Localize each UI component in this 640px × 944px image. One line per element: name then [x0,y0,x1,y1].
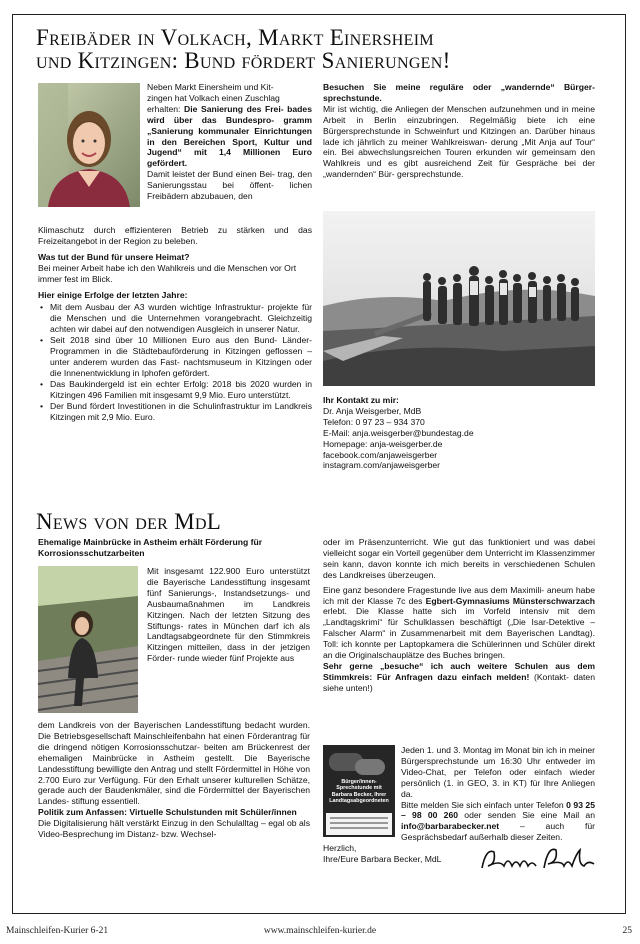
question-heading: Was tut der Bund für unsere Heimat? [38,251,190,262]
visit-heading: Besuchen Sie meine reguläre oder „wandernde“ Bürger- sprechstunde. [323,82,595,103]
portrait-photo [38,83,140,207]
speech-bubble-icon [355,759,385,775]
news-heading: News von der MdL [36,509,222,534]
article1-body [38,225,312,422]
contact-line: E-Mail: anja.weisgerber@bundestag.de [323,427,474,438]
politik-heading: Politik zum Anfassen: Virtuelle Schulstunden mit Schüler/innen [38,807,297,818]
news-left-body [38,720,310,840]
school-name: Egbert-Gymnasiums Münsterschwarzach [425,595,595,606]
col2-p2-pre: Eine ganz besondere Fragestunde live aus dem Maximili- aneum habe ich mit der Klasse 7c des [323,584,595,606]
intro-bold-pre: erhalten: [147,103,185,114]
article1-para2-wrap: Damit leistet der Bund einen Bei- trag, den Sanierungsstau bei öffent- lichen Freibädern abzubauen, den [147,169,312,202]
box-fineprint [326,813,392,835]
email-link[interactable]: info@barbarabecker.net [401,821,500,832]
col2-paragraph-4a: Jeden 1. und 3. Montag im Monat bin ich in meiner Bürgersprechstunde um 16:30 Uhr entweder im Video-Chat, per Telefon oder einfach wieder persönlich (1. in GEO, 3. in KT) für Ihre Anliegen da. [401,745,595,799]
list-heading: Hier einige Erfolge der letzten Jahre: [38,289,188,300]
footer-left: Mainschleifen-Kurier 6-21 [6,926,109,936]
list-item: • Seit 2018 sind über 10 Millionen Euro aus den Bund- Länder-Programmen in die Städtebauförderung in Kitzingen geflossen – unter anderem wurden das Fast- nachtsmuseum in Kitzingen oder die Innenentwicklung in Iphofen gefördert. [50,335,312,379]
news-sub-heading: Ehemalige Mainbrücke in Astheim erhält Förderung für Korrosionsschutzarbeiten [38,537,263,558]
closing-name: Ihre/Eure Barbara Becker, MdL [323,853,442,864]
sprechstunde-box-title: Bürger/innen- Sprechstunde mit Barbara Becker, Ihrer Landtagsabgeordneten [329,779,389,805]
intro-line: Neben Markt Einersheim und Kit- [147,82,274,92]
col2-p3-post: (Kontakt- daten siehe unten!) [323,671,595,693]
intro-bold: Die Sanierung des Frei- bades wird über das Bundespro- gramm „Sanierung kommunaler Einrichtungen in den Bereichen Sport, Kultur und Jugend“ mit 1,4 Millionen Euro gefördert. [147,103,312,169]
col2-paragraph-1: oder im Präsenzunterricht. Wie gut das funktioniert und was dabei vielleicht sogar ein Vorteil gegenüber dem Unterricht im Klassenzimmer sein kann, davon konnte ich mich bereits in verschiedenen Schulen des Landkreises überzeugen. [323,537,595,580]
headline-line-1: Freibäder in Volkach, Markt Einersheim [36,25,434,50]
article1-right [323,82,595,180]
news-right-body [323,537,595,694]
news-para1-full: dem Landkreis von der Bayerischen Landesstiftung bedacht wurden. Die Betriebsgesellschaft Mainschleifenbahn hat einen Förderantrag für die dringend nötigen Korrosionsschutzar- beiten am Brückenrest der ehemaligen Mainbrücke in Astheim gestellt. Die Bayerische Landesstiftung bewilligte den Antrag und stellt Fördermittel in Höhe von 2.700 Euro zur Verfügung. Für den Erhalt unserer kulturellen Schätze, gerade auch der Baudenkmäler, sind die Fördermittel der Bayerischen Landes- stiftung essentiell. [38,720,310,807]
list-item: • Mit dem Ausbau der A3 wurden wichtige Infrastruktur- projekte für die Menschen und die Unternehmen vorangebracht. Gleichzeitig achten wir dabei auf den notwendigen Ausgleich in unserer Natur. [50,302,312,335]
article1-para2-full: Klimaschutz durch effizienteren Betrieb zu stärken und das Freizeitangebot in der Region zu beleben. [38,225,312,246]
bridge-photo [38,566,138,713]
question-text: Bei meiner Arbeit habe ich den Wahlkreis und die Menschen vor Ort immer fest im Blick. [38,262,297,284]
contact-line: Dr. Anja Weisgerber, MdB [323,405,422,416]
closing: Herzlich, [323,843,357,853]
footer-url[interactable]: www.mainschleifen-kurier.de [263,926,377,936]
sprechstunde-box [323,745,395,837]
p4b-pre: Bitte melden Sie sich einfach unter Telefon [401,799,567,810]
article1-intro [147,82,312,202]
list-item: • Der Bund fördert Investitionen in die Schulinfrastruktur im Landkreis Kitzingen mit 2,9 Mio. Euro. [50,401,312,423]
list-item: • Das Baukindergeld ist ein echter Erfolg: 2018 bis 2020 wurden in Kitzingen 496 Familien mit insgesamt 9,9 Mio. Euro unterstützt. [50,379,312,401]
contact-heading: Ihr Kontakt zu mir: [323,395,399,405]
intro-line: zingen hat Volkach einen Zuschlag [147,92,280,103]
success-list [38,302,312,422]
page-number: 25 [622,926,632,936]
closing-block [323,843,483,865]
signature [478,842,598,876]
contact-block [323,395,595,471]
p4b-post: – auch für Gesprächsbedarf außerhalb dieser Zeiten. [401,821,595,843]
politik-text: Die Digitalisierung hält verstärkt Einzug in den Schulalltag – egal ob als Video-Besprechung im Distanz- bzw. Wechsel- [38,818,310,840]
headline-line-2: und Kitzingen: Bund fördert Sanierungen! [36,48,451,73]
p4b-mid: oder senden Sie eine Mail an [458,810,595,821]
contact-line: instagram.com/anjaweisgerber [323,460,441,471]
contact-line: facebook.com/anjaweisgerber [323,449,438,460]
hiking-group-photo [323,211,595,386]
phone-number: 0 93 25 – 98 00 260 [401,799,595,821]
sprechstunde-text [401,745,595,843]
contact-line: Telefon: 0 97 23 – 934 370 [323,416,425,427]
contact-line: Homepage: anja-weisgerber.de [323,438,443,449]
news-sub-heading-block [38,537,310,559]
news-para1-wrap: Mit insgesamt 122.900 Euro unterstützt die Bayerische Landesstiftung insgesamt fünf Sanierungs-, Instandsetzungs- und Ausbaumaßnahmen im Landkreis Kitzingen. Nach der letzten Sitzung des Stiftungs- rates in München darf ich als Landtagsabgeordnete für den Stimmkreis Kitzingen mitteilen, dass in der jetzigen Förder- runde wieder fünf Projekte aus [147,566,310,664]
visit-text: Mir ist wichtig, die Anliegen der Menschen aufzunehmen und in meine Arbeit in Berlin einzubringen. Regelmäßig biete ich eine Bürgersprechstunde in Schweinfurt und Kitzingen an. Darüber hinaus lade ich jährlich zu meiner Wahlkreiswan- derung „Mit Anja auf Tour“ ein. Bei abwechslungsreichen Touren erkunden wir gemeinsam den Wahlkreis und es gibt ausreichend Zeit für Gespräche bei der „wandernden“ Bür- gersprechstunde. [323,103,595,180]
col2-p2-post: erlebt. Die Klasse hatte sich im Vorfeld intensiv mit dem „Landtagskrimi“ für Schulklassen beschäftigt („Die Isar-Detektive – Falscher Alarm“ in Zusammenarbeit mit dem Bayerischen Landtag). Toll: ich konnte per Laptopkamera die Schülerinnen und Schüler direkt an die Originalschauplätze des Buches bringen. [323,606,595,661]
col2-p3-bold: Sehr gerne „besuche“ ich auch weitere Schulen aus dem Stimmkreis: Für Anfragen dazu einfach melden! [323,660,595,682]
